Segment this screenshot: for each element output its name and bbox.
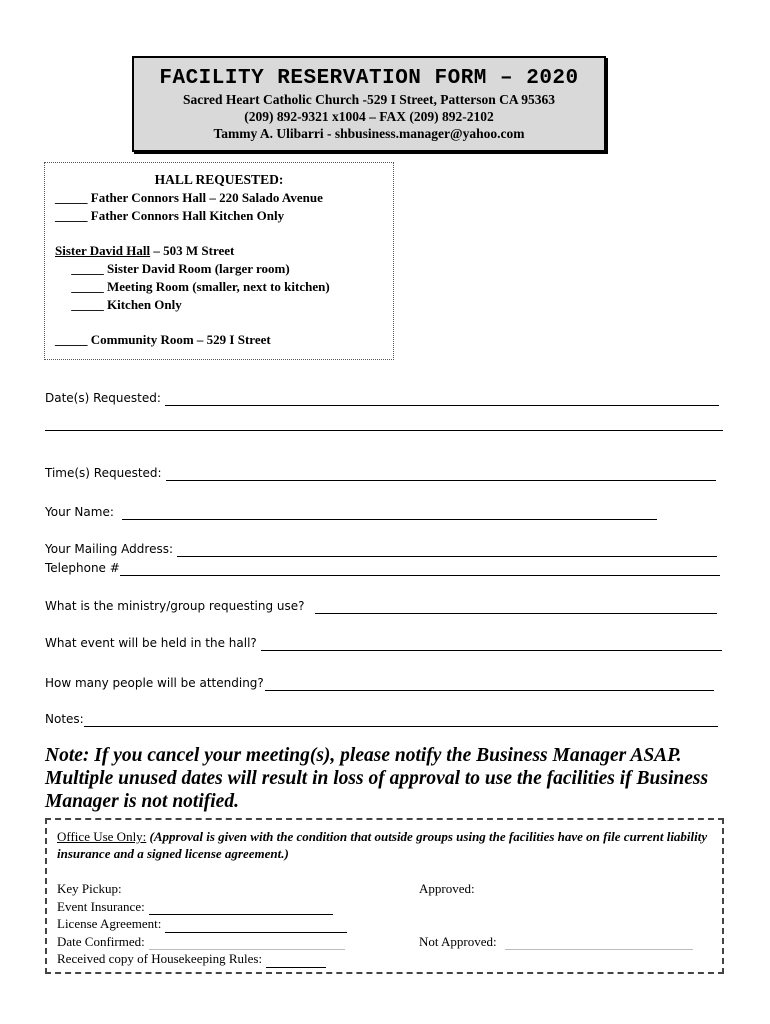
key-pickup-row <box>57 880 347 898</box>
ministry-line[interactable] <box>315 602 717 614</box>
event-insurance-row[interactable] <box>57 898 347 916</box>
license-agreement-label: License Agreement: <box>57 916 162 931</box>
option-sister-david-room[interactable]: _____ Sister David Room (larger room) <box>55 261 290 276</box>
notes-label: Notes: <box>45 712 84 726</box>
ministry-label: What is the ministry/group requesting use? <box>45 599 305 613</box>
license-agreement-row[interactable] <box>57 915 347 933</box>
telephone-label: Telephone # <box>45 561 120 575</box>
office-use-label: Office Use Only: <box>57 829 147 844</box>
option-meeting-room[interactable]: _____ Meeting Room (smaller, next to kitchen) <box>55 279 330 294</box>
attending-field[interactable] <box>45 676 714 691</box>
approved-row[interactable] <box>419 880 475 897</box>
not-approved-line[interactable] <box>505 937 693 950</box>
dates-requested-line[interactable] <box>165 394 719 406</box>
option-father-connors-hall[interactable]: _____ Father Connors Hall – 220 Salado Avenue <box>55 190 323 205</box>
mailing-address-label: Your Mailing Address: <box>45 542 174 556</box>
office-use-box <box>45 818 724 974</box>
attending-label: How many people will be attending? <box>45 676 264 690</box>
option-kitchen-only[interactable]: _____ Kitchen Only <box>55 297 182 312</box>
event-label: What event will be held in the hall? <box>45 636 257 650</box>
form-title: FACILITY RESERVATION FORM – 2020 <box>159 67 579 90</box>
date-confirmed-row[interactable] <box>57 933 347 951</box>
your-name-label: Your Name: <box>45 505 114 519</box>
hall-requested-box <box>44 162 394 360</box>
attending-line[interactable] <box>265 679 714 691</box>
times-requested-field[interactable] <box>45 466 716 481</box>
church-phone: (209) 892-9321 x1004 – FAX (209) 892-2102 <box>244 109 494 124</box>
office-use-intro <box>57 828 712 862</box>
your-name-field[interactable] <box>45 505 657 520</box>
option-father-connors-kitchen[interactable]: _____ Father Connors Hall Kitchen Only <box>55 208 285 223</box>
housekeeping-line[interactable] <box>266 955 326 968</box>
notes-field[interactable] <box>45 712 718 727</box>
times-requested-label: Time(s) Requested: <box>45 466 162 480</box>
ministry-field[interactable] <box>45 599 717 614</box>
mailing-address-field[interactable] <box>45 542 717 557</box>
office-use-condition: (Approval is given with the condition that outside groups using the facilities have on file current liability insurance and a signed license agreement.) <box>57 829 708 861</box>
housekeeping-label: Received copy of Housekeeping Rules: <box>57 951 263 966</box>
form-header <box>132 56 606 152</box>
dates-requested-label: Date(s) Requested: <box>45 391 161 405</box>
dates-requested-extra-line[interactable] <box>45 430 723 431</box>
your-name-line[interactable] <box>122 508 657 520</box>
church-contact: Tammy A. Ulibarri - shbusiness.manager@yahoo.com <box>213 126 525 141</box>
license-agreement-line[interactable] <box>165 920 347 933</box>
not-approved-row[interactable] <box>419 933 693 950</box>
sister-david-hall-name: Sister David Hall <box>55 243 151 258</box>
sister-david-hall-heading <box>55 242 383 260</box>
date-confirmed-line[interactable] <box>149 937 345 950</box>
event-line[interactable] <box>261 639 722 651</box>
housekeeping-row[interactable] <box>57 950 347 968</box>
event-insurance-line[interactable] <box>149 902 333 915</box>
sister-david-hall-address: – 503 M Street <box>150 243 235 258</box>
times-requested-line[interactable] <box>166 469 716 481</box>
option-community-room[interactable]: _____ Community Room – 529 I Street <box>55 332 271 347</box>
office-use-checklist <box>57 880 347 968</box>
telephone-field[interactable] <box>45 561 720 576</box>
cancellation-note: Note: If you cancel your meeting(s), please notify the Business Manager ASAP. Multiple unused dates will result in loss of approval to use the facilities if Business Manager is not notified. <box>45 745 709 812</box>
dates-requested-field[interactable] <box>45 391 719 406</box>
key-pickup-label: Key Pickup: <box>57 881 122 896</box>
not-approved-label: Not Approved: <box>419 934 497 949</box>
mailing-address-line[interactable] <box>177 545 717 557</box>
date-confirmed-label: Date Confirmed: <box>57 933 145 949</box>
telephone-line[interactable] <box>120 564 720 576</box>
church-address: Sacred Heart Catholic Church -529 I Street, Patterson CA 95363 <box>183 92 555 107</box>
event-field[interactable] <box>45 636 722 651</box>
event-insurance-label: Event Insurance: <box>57 898 145 914</box>
notes-line[interactable] <box>84 715 718 727</box>
approved-label: Approved: <box>419 881 475 896</box>
hall-requested-title: HALL REQUESTED: <box>154 172 284 187</box>
